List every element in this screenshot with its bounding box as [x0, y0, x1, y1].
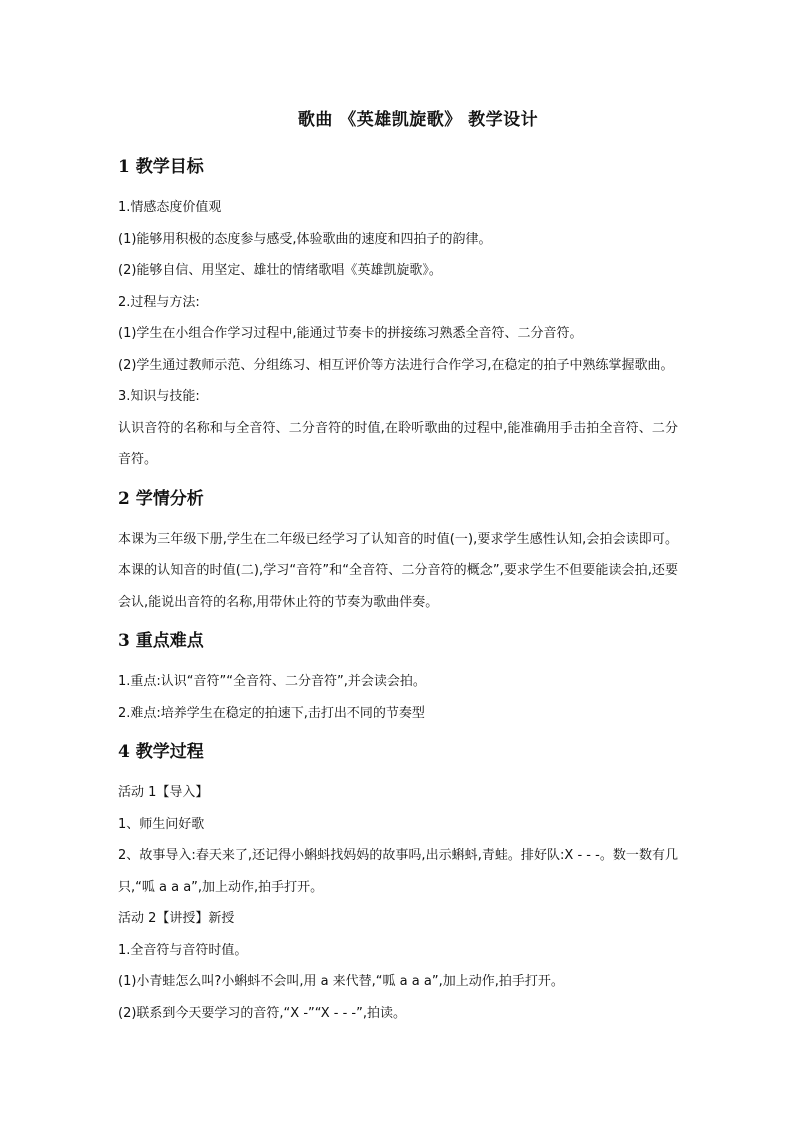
- paragraph: 2.难点:培养学生在稳定的拍速下,击打出不同的节奏型: [118, 705, 425, 721]
- paragraph: 1、师生问好歌: [118, 816, 205, 832]
- section-learner-analysis: [118, 482, 678, 619]
- paragraph: (1)小青蛙怎么叫?小蝌蚪不会叫,用 a 来代替,“呱 a a a”,加上动作,拍手打开。: [118, 974, 564, 989]
- paragraph: 活动 2【讲授】新授: [118, 911, 235, 926]
- paragraph: 1.全音符与音符时值。: [118, 942, 248, 958]
- section-heading: 2 学情分析: [118, 488, 204, 509]
- paragraph: 2、故事导入:春天来了,还记得小蝌蚪找妈妈的故事吗,出示蝌蚪,青蛙。排好队:X - - -。数一数有几只,“呱 a a a”,加上动作,拍手打开。: [118, 848, 678, 895]
- section-teaching-goals: [118, 150, 678, 476]
- paragraph: 认识音符的名称和与全音符、二分音符的时值,在聆听歌曲的过程中,能准确用手击拍全音符、二分音符。: [118, 420, 678, 467]
- section-key-points: [118, 624, 678, 729]
- section-heading: 1 教学目标: [118, 157, 204, 177]
- paragraph: (2)能够自信、用坚定、雄壮的情绪歌唱《英雄凯旋歌》。: [118, 263, 442, 278]
- document-page: [118, 98, 678, 1029]
- paragraph: (1)学生在小组合作学习过程中,能通过节奏卡的拼接练习熟悉全音符、二分音符。: [118, 326, 583, 341]
- paragraph: 2.过程与方法:: [118, 294, 200, 310]
- paragraph: 1.情感态度价值观: [118, 200, 222, 215]
- paragraph: (2)联系到今天要学习的音符,“X -”“X - - -”,拍读。: [118, 1005, 406, 1021]
- paragraph: (2)学生通过教师示范、分组练习、相互评价等方法进行合作学习,在稳定的拍子中熟练掌握歌曲。: [118, 357, 674, 373]
- section-heading: 3 重点难点: [118, 631, 204, 651]
- paragraph: 本课为三年级下册,学生在二年级已经学习了认知音的时值(一),要求学生感性认知,会拍会读即可。本课的认知音的时值(二),学习“音符”和“全音符、二分音符的概念”,要求学生不但要能读会拍,还要会认,能说出音符的名称,用带休止符的节奏为歌曲伴奏。: [118, 531, 678, 610]
- paragraph: (1)能够用积极的态度参与感受,体验歌曲的速度和四拍子的韵律。: [118, 231, 492, 247]
- section-heading: 4 教学过程: [118, 742, 204, 762]
- paragraph: 活动 1【导入】: [118, 785, 209, 800]
- paragraph: 3.知识与技能:: [118, 389, 200, 404]
- section-teaching-process: [118, 735, 678, 1029]
- paragraph: 1.重点:认识“音符”“全音符、二分音符”,并会读会拍。: [118, 674, 426, 689]
- document-title: 歌曲 《英雄凯旋歌》 教学设计: [297, 110, 539, 130]
